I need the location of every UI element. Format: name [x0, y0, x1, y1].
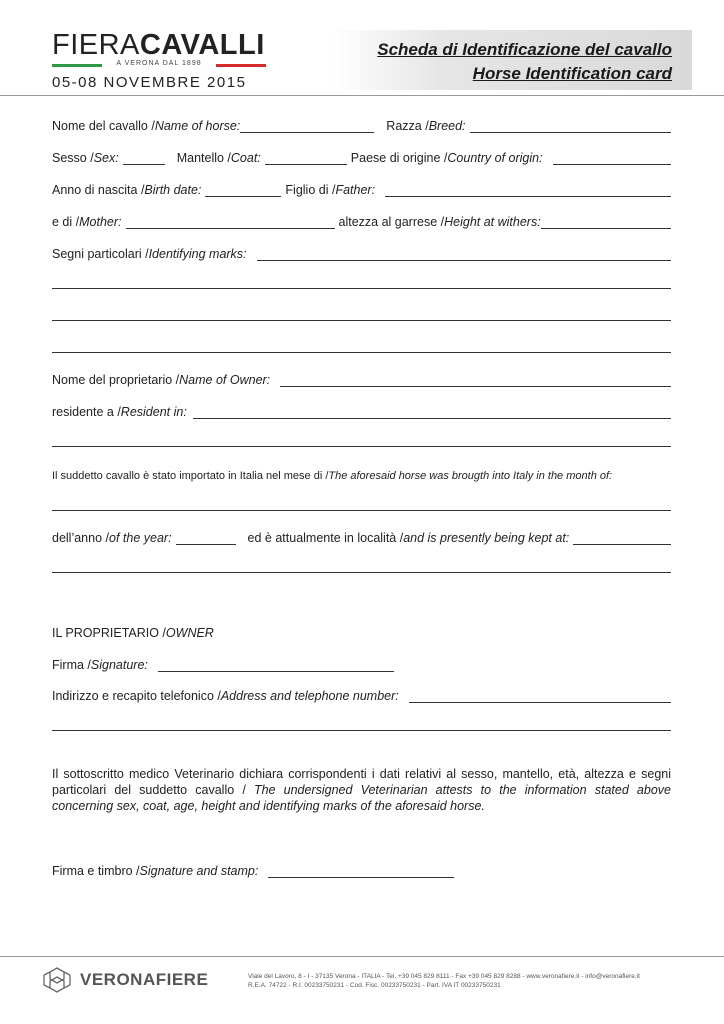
logo-bold-text: CAVALLI	[139, 29, 265, 61]
owner-name-field[interactable]	[280, 374, 671, 387]
import-month-field[interactable]	[52, 510, 671, 511]
year-field[interactable]	[176, 532, 236, 545]
footer-address-line: Viale del Lavoro, 8 - I - 37135 Verona - ITALIA - Tel. +39 045 829 8111 - Fax +39 045 829 8288 - www.veronafiere.it - info@veronafiere.it	[248, 973, 640, 980]
logo-tagline: A VERONA DAL 1898	[116, 60, 202, 67]
coat-label-en: Coat:	[230, 151, 261, 165]
veronafiere-logo	[40, 965, 208, 995]
location-field[interactable]	[573, 532, 671, 545]
breed-label-it: Razza /	[386, 119, 429, 133]
vet-statement-it: Il sottoscritto medico Veterinario dichiara corrispondenti i dati relativi al sesso, mantello, età, altezza e segni particolari del suddetto cavallo /	[52, 767, 671, 797]
stamp-row	[52, 862, 671, 878]
stamp-label-it: Firma e timbro /	[52, 864, 140, 878]
breed-label-en: Breed:	[428, 119, 466, 133]
year-label-en: of the year:	[109, 531, 172, 545]
coat-label-it: Mantello /	[176, 151, 231, 165]
import-row	[52, 466, 671, 482]
sex-field[interactable]	[123, 152, 165, 165]
marks-line-4[interactable]	[52, 352, 671, 353]
veronafiere-wordmark: VERONAFIERE	[80, 970, 209, 989]
stamp-label-en: Signature and stamp:	[139, 864, 259, 878]
resident-line-2[interactable]	[52, 446, 671, 447]
sex-label-en: Sex:	[93, 151, 119, 165]
footer-contact-info	[248, 972, 640, 990]
breed-field[interactable]	[470, 120, 671, 133]
horse-name-label-it: Nome del cavallo /	[52, 119, 155, 133]
vet-statement-en: The undersigned Veterinarian attests to the information stated above concerning sex, coat, age, height and identifying marks of the aforesaid horse.	[52, 783, 671, 813]
height-field[interactable]	[541, 216, 671, 229]
title-italian: Scheda di Identificazione del cavallo	[377, 40, 672, 59]
year-label-it: dell’anno /	[52, 531, 109, 545]
marks-line-3[interactable]	[52, 320, 671, 321]
logo-wordmark	[52, 30, 266, 60]
address-row	[52, 687, 671, 703]
marks-label-en: Identifying marks:	[148, 247, 247, 261]
horse-name-field[interactable]	[240, 120, 374, 133]
owner-heading	[52, 624, 671, 640]
vet-signature-field[interactable]	[268, 865, 454, 878]
owner-heading-it: IL PROPRIETARIO /	[52, 626, 166, 640]
address-label-it: Indirizzo e recapito telefonico /	[52, 689, 221, 703]
owner-signature-field[interactable]	[158, 659, 394, 672]
sex-coat-origin-row	[52, 149, 671, 165]
birth-label-it: Anno di nascita /	[52, 183, 145, 197]
signature-label-it: Firma /	[52, 658, 91, 672]
logo-light-text: FIERA	[52, 29, 140, 61]
horse-name-row	[52, 117, 671, 133]
location-line-2[interactable]	[52, 572, 671, 573]
fieracavalli-logo	[52, 30, 266, 69]
origin-field[interactable]	[553, 152, 671, 165]
flag-green-stripe	[52, 64, 102, 67]
address-field[interactable]	[409, 690, 671, 703]
header-divider	[0, 95, 724, 96]
father-label-it: Figlio di /	[285, 183, 336, 197]
resident-row	[52, 403, 671, 419]
resident-label-en: Resident in:	[120, 405, 187, 419]
resident-field[interactable]	[193, 406, 671, 419]
mother-label-it: e di /	[52, 215, 80, 229]
veronafiere-emblem-icon	[40, 965, 74, 995]
father-field[interactable]	[385, 184, 671, 197]
signature-row	[52, 656, 671, 672]
address-line-2[interactable]	[52, 730, 671, 731]
year-location-row	[52, 529, 671, 545]
footer-divider	[0, 956, 724, 957]
logo-flag-bar	[52, 61, 266, 69]
owner-name-label-en: Name of Owner:	[179, 373, 271, 387]
location-label-en: and is presently being kept at:	[403, 531, 570, 545]
mother-height-row	[52, 213, 671, 229]
mother-field[interactable]	[126, 216, 335, 229]
father-label-en: Father:	[335, 183, 376, 197]
footer-registry-line: R.E.A. 74722 - R.I. 00233750231 - Cod. Fisc. 00233750231 - Part. IVA IT 00233750231	[248, 982, 501, 989]
marks-label-it: Segni particolari /	[52, 247, 149, 261]
height-label-it: altezza al garrese /	[338, 215, 445, 229]
flag-red-stripe	[216, 64, 266, 67]
address-label-en: Address and telephone number:	[220, 689, 399, 703]
horse-name-label-en: Name of horse:	[154, 119, 241, 133]
marks-line-2[interactable]	[52, 288, 671, 289]
signature-label-en: Signature:	[90, 658, 148, 672]
birth-date-field[interactable]	[205, 184, 281, 197]
location-label-it: ed è attualmente in località /	[247, 531, 404, 545]
owner-heading-en: OWNER	[165, 626, 214, 640]
marks-row	[52, 245, 671, 261]
birth-label-en: Birth date:	[144, 183, 202, 197]
height-label-en: Height at withers:	[444, 215, 541, 229]
vet-statement	[52, 766, 671, 814]
import-label-it: Il suddetto cavallo è stato importato in Italia nel mese di /	[52, 470, 329, 482]
title-english: Horse Identification card	[472, 64, 672, 83]
origin-label-it: Paese di origine /	[350, 151, 448, 165]
mother-label-en: Mother:	[79, 215, 122, 229]
owner-name-row	[52, 371, 671, 387]
import-label-en: The aforesaid horse was brougth into Italy in the month of:	[328, 470, 613, 482]
marks-field[interactable]	[257, 248, 671, 261]
owner-name-label-it: Nome del proprietario /	[52, 373, 180, 387]
coat-field[interactable]	[265, 152, 347, 165]
resident-label-it: residente a /	[52, 405, 121, 419]
origin-label-en: Country of origin:	[447, 151, 543, 165]
event-dates: 05-08 NOVEMBRE 2015	[52, 74, 247, 91]
sex-label-it: Sesso /	[52, 151, 94, 165]
birth-father-row	[52, 181, 671, 197]
